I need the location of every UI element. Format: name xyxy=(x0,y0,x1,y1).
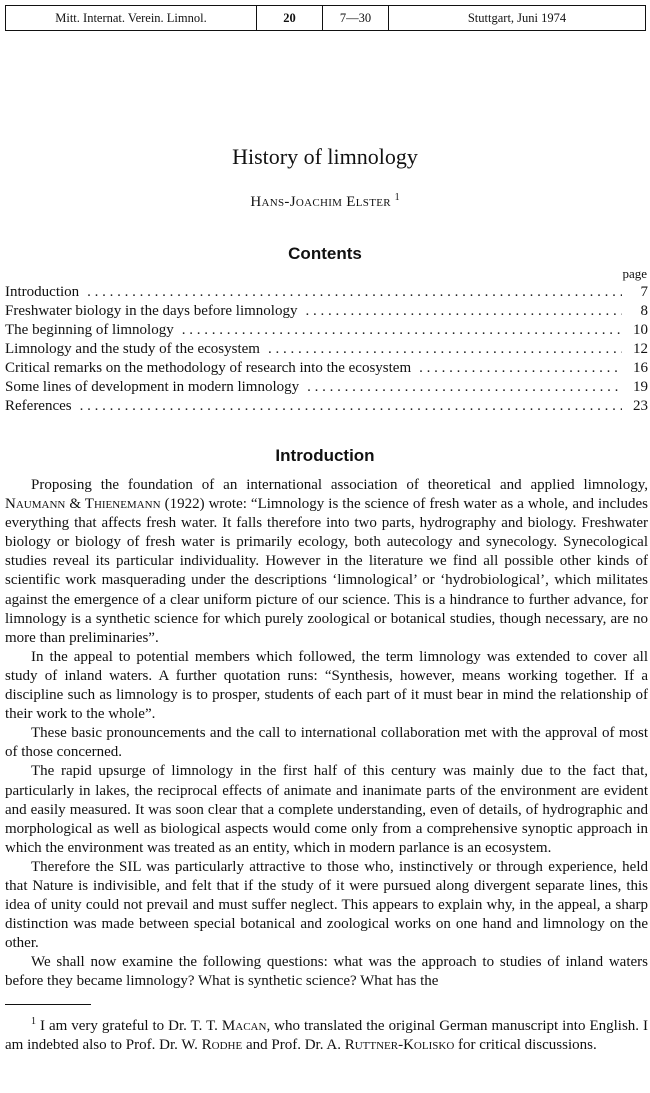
paragraph: The rapid upsurge of limnology in the first half of this century was mainly due to the fact that, particularly in lakes, the reciprocal effects of animate and inanimate parts of the environment are evident and easily measured. It was soon clear that a complete understanding, even of details, of hydrographic and morphological as well as biological aspects would come only from a comprehensive synoptic approach in which the environment was treated as an entity, which in modern parlance is an ecosystem. xyxy=(5,763,648,856)
page-column-label: page xyxy=(622,266,647,281)
person-name: Ruttner-Kolisko xyxy=(344,1037,455,1053)
toc-title: The beginning of limnology xyxy=(5,322,174,338)
toc-leader xyxy=(182,322,622,339)
paragraph: In the appeal to potential members which followed, the term limnology was extended to cover all study of inland waters. A further quotation runs: “Synthesis, however, means working together. If a discipline such as limnology is to prosper, students of each part of it must bear in mind the relationship of their work to the whole”. xyxy=(5,648,648,723)
toc-row xyxy=(5,360,648,379)
toc-leader xyxy=(419,360,622,377)
author-line xyxy=(0,192,650,211)
toc-leader xyxy=(268,341,622,358)
toc-row xyxy=(5,322,648,341)
volume-number: 20 xyxy=(257,6,323,30)
author-footnote-mark: 1 xyxy=(394,192,400,203)
toc-page: 19 xyxy=(633,379,648,395)
toc-title: Some lines of development in modern limnology xyxy=(5,379,300,395)
footnote-mark: 1 xyxy=(31,1016,36,1027)
toc-leader xyxy=(307,379,622,396)
toc-leader xyxy=(305,303,622,320)
paper-title: History of limnology xyxy=(232,144,418,169)
toc-page: 7 xyxy=(640,284,648,300)
place-date: Stuttgart, Juni 1974 xyxy=(467,10,567,25)
paragraph: These basic pronouncements and the call to international collaboration met with the approval of most of those concerned. xyxy=(5,725,648,761)
toc-title: Limnology and the study of the ecosystem xyxy=(5,341,260,357)
contents-heading: Contents xyxy=(288,244,362,263)
person-name: Rodhe xyxy=(201,1037,243,1053)
toc-page: 8 xyxy=(640,303,648,319)
toc-title: References xyxy=(5,398,72,414)
table-of-contents xyxy=(5,284,648,417)
toc-title: Critical remarks on the methodology of research into the ecosystem xyxy=(5,360,412,376)
person-name: Macan xyxy=(221,1018,267,1034)
journal-name: Mitt. Internat. Verein. Limnol. xyxy=(6,6,257,30)
toc-page: 12 xyxy=(633,341,648,357)
toc-leader xyxy=(80,398,622,415)
cited-authors: Naumann & Thienemann xyxy=(5,496,161,513)
toc-leader xyxy=(87,284,622,301)
author-name: Hans-Joachim Elster xyxy=(250,194,391,210)
toc-row xyxy=(5,284,648,303)
toc-title: Freshwater biology in the days before limnology xyxy=(5,303,298,319)
introduction-body xyxy=(5,476,648,992)
toc-row xyxy=(5,398,648,417)
toc-row xyxy=(5,341,648,360)
paragraph: Proposing the foundation of an international association of theoretical and applied limnology, Naumann & Thienemann (1922) wrote: “Limnology is the science of fresh water as a whole, and includes everything that affects fresh water. It falls therefore into two parts, hydrography and biology. Freshwater biology or biology of fresh water is primarily ecology, both autecology and synecology. Synecological studies reveal its particular individuality. However in the literature we find all possible other kinds of scientific work masquerading under the descriptions ‘limnological’ or ‘hydrobiological’, which militates against the emergence of a clear uniform picture of our science. This is a hindrance to further advance, for limnology is a synthetic science for which purely zoological or botanical studies, though necessary, are no more than preliminaries”. xyxy=(5,477,648,646)
footnote-rule xyxy=(5,1004,91,1005)
toc-page: 23 xyxy=(633,398,648,414)
toc-page: 10 xyxy=(633,322,648,338)
journal-header xyxy=(5,5,646,31)
page-range: 7—30 xyxy=(323,6,389,30)
paragraph: Therefore the SIL was particularly attractive to those who, instinctively or through experience, held that Nature is indivisible, and felt that if the study of it were pursued along divergent separate lines, this idea of unity could not prevail and must suffer neglect. This appears to explain why, in the appeal, a sharp distinction was made between special botanical and zoological works on one hand and limnology on the other. xyxy=(5,858,648,952)
footnote: $^1$ I am very grateful to Dr. T. T. Macan, who translated the original German manuscript into English. I am indebted also to Prof. Dr. W. Rodhe and Prof. Dr. A. Ruttner-Kolisko for critical discussions. xyxy=(5,1016,649,1053)
toc-page: 16 xyxy=(633,360,648,376)
paragraph: We shall now examine the following questions: what was the approach to studies of inland waters before they became limnology? What is synthetic science? What has the xyxy=(5,954,648,990)
toc-title: Introduction xyxy=(5,284,80,300)
toc-row xyxy=(5,303,648,322)
introduction-heading: Introduction xyxy=(275,446,375,465)
toc-row xyxy=(5,379,648,398)
